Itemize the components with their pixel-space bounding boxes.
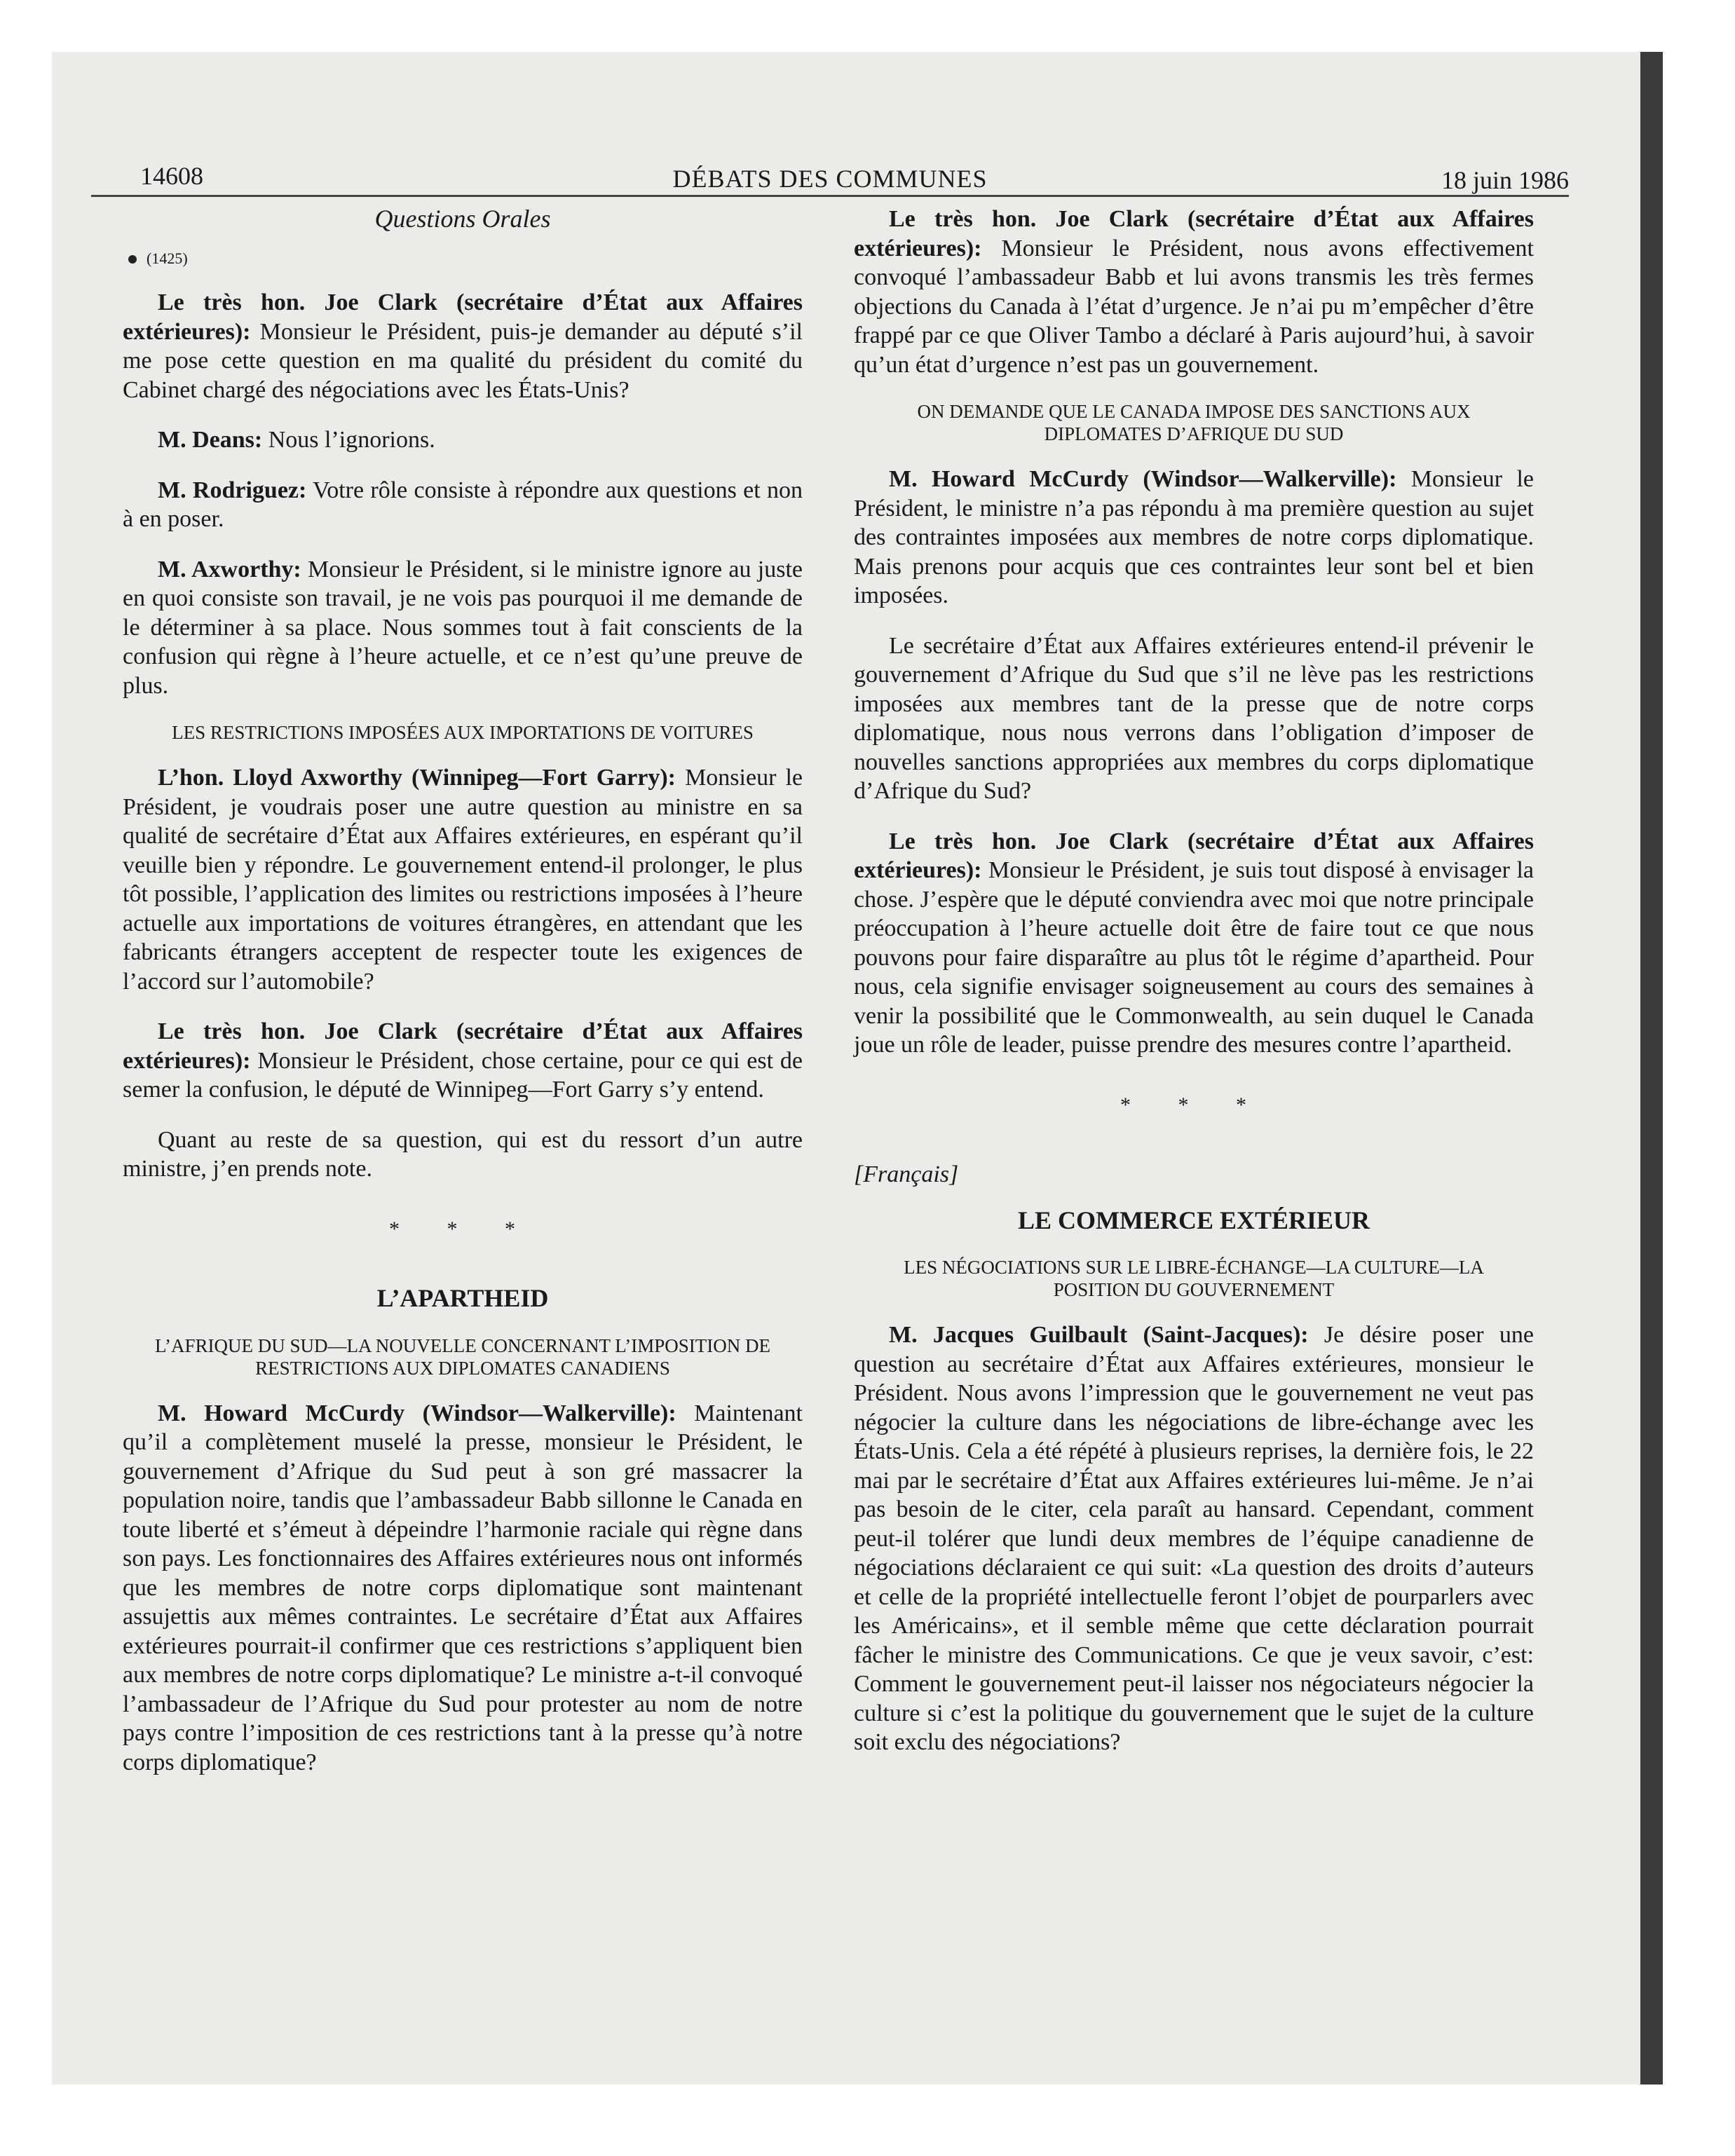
speech-text: Monsieur le Président, nous avons effectivement convoqué l’ambassadeur Babb et lui avons transmis les très fermes objections du Canada à l’état d’urgence. Je n’ai pu m’empêcher d’être frappé par ce que Oliver Tambo a déclaré à Paris aujourd’hui, à savoir qu’un état d’urgence n’est pas un gouvernement. bbox=[854, 235, 1534, 378]
speaker-name: M. Axworthy: bbox=[158, 556, 301, 582]
subheading: LES RESTRICTIONS IMPOSÉES AUX IMPORTATIONS DE VOITURES bbox=[172, 722, 754, 743]
speech-paragraph bbox=[123, 1399, 803, 1778]
speaker-name: M. Rodriguez: bbox=[158, 477, 307, 503]
speech-paragraph bbox=[123, 288, 803, 404]
section-heading: LE COMMERCE EXTÉRIEUR bbox=[1017, 1206, 1370, 1234]
time-marker-text: (1425) bbox=[147, 249, 188, 267]
speech-paragraph bbox=[854, 465, 1534, 610]
speech-text: Le secrétaire d’État aux Affaires extérieures entend-il prévenir le gouvernement d’Afrique du Sud que s’il ne lève pas les restrictions imposées aux membres tant de la presse que de notre corps diplomatique, nous nous verrons dans l’obligation d’imposer de nouvelles sanctions appropriées aux membres du corps diplomatique d’Afrique du Sud? bbox=[854, 632, 1534, 804]
section-title: Questions Orales bbox=[374, 205, 551, 233]
publication-title: DÉBATS DES COMMUNES bbox=[672, 165, 988, 193]
speaker-name: L’hon. Lloyd Axworthy (Winnipeg—Fort Garry): bbox=[158, 765, 676, 791]
speech-text: Monsieur le Président, puis-je demander au député s’il me pose cette question en ma qualité du président du comité du Cabinet chargé des négociations avec les États-Unis? bbox=[123, 318, 803, 403]
speaker-name: M. Jacques Guilbault (Saint-Jacques): bbox=[889, 1322, 1309, 1348]
speech-text: Maintenant qu’il a complètement muselé la presse, monsieur le Président, le gouvernement d’Afrique du Sud peut à son gré massacrer la population noire, tandis que l’ambassadeur Babb sillonne le Canada en toute liberté et s’émeut à dépeindre l’harmonie raciale qui règne dans son pays. Les fonctionnaires des Affaires extérieures nous ont informés que les membres de notre corps diplomatique sont maintenant assujettis aux mêmes contraintes. Le secrétaire d’État aux Affaires extérieures pourrait-il confirmer que ces restrictions s’appliquent bien aux membres de notre corps diplomatique? Le ministre a-t-il convoqué l’ambassadeur de l’Afrique du Sud pour protester au nom de notre pays contre l’imposition de ces restrictions tant à la presse qu’à notre corps diplomatique? bbox=[123, 1400, 803, 1775]
speech-paragraph bbox=[854, 205, 1534, 379]
speech-text: Votre rôle consiste à répondre aux questions et non à en poser. bbox=[123, 477, 803, 532]
speech-paragraph bbox=[123, 1126, 803, 1184]
speech-paragraph bbox=[123, 1017, 803, 1105]
speech-text: Quant au reste de sa question, qui est du ressort d’un autre ministre, j’en prends note. bbox=[123, 1126, 803, 1182]
language-tag: [Français] bbox=[854, 1161, 959, 1187]
speech-text: Monsieur le Président, le ministre n’a pas répondu à ma première question au sujet des contraintes imposées aux membres de notre corps diplomatique. Mais prenons pour acquis que ces contraintes leur sont bel et bien imposées. bbox=[854, 466, 1534, 608]
running-header bbox=[91, 156, 1569, 197]
publication-date: 18 juin 1986 bbox=[1441, 166, 1569, 194]
speaker-name: M. Howard McCurdy (Windsor—Walkerville): bbox=[158, 1400, 676, 1426]
page-edge-shadow bbox=[1640, 52, 1663, 2085]
speaker-name: Le très hon. Joe Clark (secrétaire d’État aux Affaires extérieures): bbox=[854, 206, 1534, 261]
section-heading: L’APARTHEID bbox=[376, 1284, 549, 1312]
subheading: L’AFRIQUE DU SUD—LA NOUVELLE CONCERNANT L’IMPOSITION DE RESTRICTIONS AUX DIPLOMATES CANADIENS bbox=[154, 1335, 770, 1379]
speech-text: Monsieur le Président, chose certaine, pour ce qui est de semer la confusion, le député de Winnipeg—Fort Garry s’y entend. bbox=[123, 1047, 803, 1103]
speech-paragraph bbox=[854, 827, 1534, 1060]
speech-paragraph bbox=[123, 763, 803, 996]
bullet-icon bbox=[128, 255, 137, 264]
speech-text: Monsieur le Président, je voudrais poser une autre question au ministre en sa qualité de secrétaire d’État aux Affaires extérieures, en espérant qu’il veuille bien y répondre. Le gouvernement entend-il prolonger, le plus tôt possible, l’application des limites ou restrictions imposées à l’heure actuelle aux importations de voitures étrangères, en attendant que les fabricants étrangers acceptent de respecter toute les exigences de l’accord sur l’automobile? bbox=[123, 765, 803, 995]
speaker-name: Le très hon. Joe Clark (secrétaire d’État aux Affaires extérieures): bbox=[123, 289, 803, 345]
subheading: LES NÉGOCIATIONS SUR LE LIBRE-ÉCHANGE—LA CULTURE—LA POSITION DU GOUVERNEMENT bbox=[904, 1257, 1484, 1300]
speech-text: Nous l’ignorions. bbox=[262, 427, 435, 453]
speech-paragraph bbox=[123, 476, 803, 534]
section-separator: * * * bbox=[1120, 1093, 1267, 1117]
speaker-name: M. Deans: bbox=[158, 427, 263, 453]
speech-text: Je désire poser une question au secrétaire d’État aux Affaires extérieures, monsieur le Président. Nous avons l’impression que le gouvernement ne veut pas négocier la culture dans les négociations de libre-échange avec les États-Unis. Cela a été répété à plusieurs reprises, la dernière fois, le 22 mai par le secrétaire d’État aux Affaires extérieures lui-même. Je n’ai pas besoin de le citer, cela paraît au hansard. Cependant, comment peut-il tolérer que lundi deux membres de l’équipe canadienne de négociations déclaraient ce qui suit: «La question des droits d’auteurs et celle de la propriété intellectuelle feront l’objet de pourparlers avec les Américains», et il semble même que cette déclaration pourrait fâcher le ministre des Communications. Ce que je veux savoir, c’est: Comment le gouvernement peut-il laisser nos négociateurs négocier la culture si c’est la politique du gouvernement que le sujet de la culture soit exclu des négociations? bbox=[854, 1322, 1534, 1755]
speech-text: Monsieur le Président, je suis tout disposé à envisager la chose. J’espère que le député conviendra avec moi que notre principale préoccupation à l’heure actuelle doit être de faire tout ce que nous pouvons pour faire disparaître au plus tôt le régime d’apartheid. Pour nous, cela signifie envisager soigneusement au cours des semaines à venir la possibilité que le Commonwealth, au sein duquel le Canada joue un rôle de leader, puisse prendre des mesures contre l’apartheid. bbox=[854, 857, 1534, 1058]
speech-text: Monsieur le Président, si le ministre ignore au juste en quoi consiste son travail, je ne vois pas pourquoi il me demande de le déterminer à sa place. Nous sommes tout à fait conscients de la confusion qui règne à l’heure actuelle, et ce n’est qu’une preuve de plus. bbox=[123, 556, 803, 699]
speech-paragraph bbox=[123, 425, 803, 455]
subheading: ON DEMANDE QUE LE CANADA IMPOSE DES SANCTIONS AUX DIPLOMATES D’AFRIQUE DU SUD bbox=[917, 401, 1471, 444]
speech-paragraph bbox=[854, 1321, 1534, 1757]
left-column bbox=[123, 205, 803, 1777]
time-marker bbox=[123, 244, 803, 273]
speech-paragraph bbox=[123, 555, 803, 701]
speaker-name: Le très hon. Joe Clark (secrétaire d’État aux Affaires extérieures): bbox=[854, 828, 1534, 883]
right-column bbox=[854, 205, 1534, 1757]
speaker-name: Le très hon. Joe Clark (secrétaire d’État aux Affaires extérieures): bbox=[123, 1018, 803, 1074]
section-separator: * * * bbox=[389, 1217, 536, 1241]
page-number: 14608 bbox=[140, 162, 203, 190]
speaker-name: M. Howard McCurdy (Windsor—Walkerville): bbox=[889, 466, 1397, 492]
speech-paragraph bbox=[854, 632, 1534, 806]
